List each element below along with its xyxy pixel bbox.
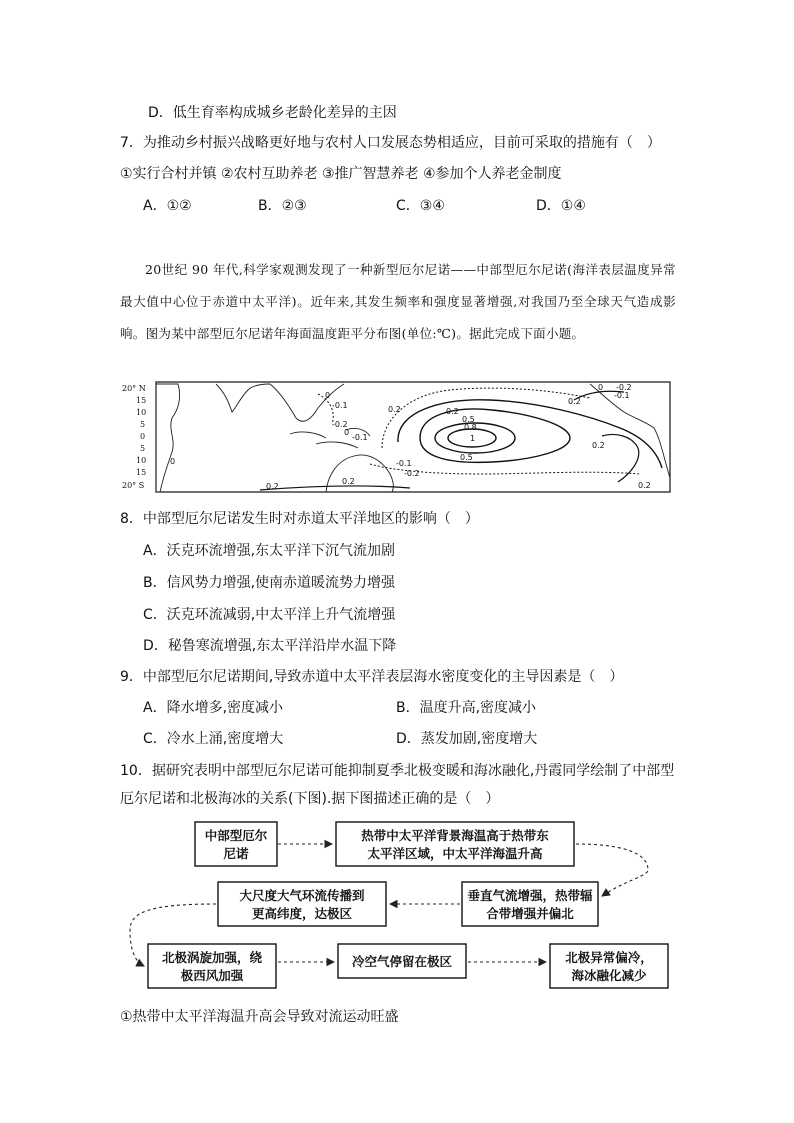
q7-option-d: D．①④ <box>536 198 586 214</box>
contour-label: -0.1 <box>332 401 348 410</box>
q8-option-c: C．沃克环流减弱,中太平洋上升气流增强 <box>143 607 396 623</box>
lat-label: 15 <box>136 468 147 477</box>
q9-option-d: D．蒸发加剧,密度增大 <box>396 731 538 747</box>
contour-label: 0.2 <box>266 482 279 491</box>
contour-label: 0.2 <box>446 407 459 416</box>
contour-label: 0 <box>325 391 331 400</box>
flow-box-7-text: 海冰融化减少 <box>571 968 647 983</box>
q7-option-a: A．①② <box>143 198 192 214</box>
q7-stem: 7．为推动乡村振兴战略更好地与农村人口发展态势相适应，目前可采取的措施有（ ） <box>120 135 661 151</box>
lat-label: 10 <box>136 408 147 417</box>
flow-box-4-text: 大尺度大气环流传播到 <box>239 888 365 903</box>
contour-label: 0.5 <box>462 415 475 424</box>
contour-label: 0 <box>170 457 176 466</box>
reading-passage: 20世纪 90 年代,科学家观测发现了一种新型厄尔尼诺——中部型厄尔尼诺(海洋表层温度异常最大值中心位于赤道中太平洋)。近年来,其发生频率和强度显著增强,对我国乃至全球天气造成影响。图为某中部型厄尔尼诺年海面温度距平分布图(单位:℃)。据此完成下面小题。 <box>120 262 676 341</box>
contour-label: 0.2 <box>342 477 355 486</box>
contour-label: -0.2 <box>404 469 420 478</box>
flow-box-1-text: 尼诺 <box>223 846 249 861</box>
flow-box-7-text: 北极异常偏冷， <box>565 950 653 965</box>
q8-option-d: D．秘鲁寒流增强,东太平洋沿岸水温下降 <box>143 638 397 654</box>
q9-stem: 9．中部型厄尔尼诺期间,导致赤道中太平洋表层海水密度变化的主导因素是（ ） <box>120 669 624 685</box>
q10-stem-line1: 10．据研究表明中部型厄尔尼诺可能抑制夏季北极变暖和海冰融化,丹霞同学绘制了中部型 <box>120 763 675 779</box>
flow-box-3-text: 合带增强并偏北 <box>486 906 574 921</box>
contour-label: -0.1 <box>614 391 630 400</box>
q6-option-d: D．低生育率构成城乡老龄化差异的主因 <box>148 105 397 121</box>
sst-anomaly-map <box>120 378 672 496</box>
flow-box-2-text: 热带中太平洋背景海温高于热带东 <box>361 828 549 843</box>
lat-label: 10 <box>136 456 147 465</box>
contour-label: 0.2 <box>592 441 605 450</box>
lat-label: 0 <box>140 432 146 441</box>
lat-label: 5 <box>140 444 146 453</box>
lat-label: 20° S <box>122 481 145 490</box>
q9-option-c: C．冷水上涌,密度增大 <box>143 731 284 747</box>
contour-label: -0.1 <box>352 433 368 442</box>
flow-box-1-text: 中部型厄尔 <box>204 828 268 843</box>
q8-stem: 8．中部型厄尔尼诺发生时对赤道太平洋地区的影响（ ） <box>120 511 479 527</box>
q8-option-b: B．信风势力增强,使南赤道暖流势力增强 <box>143 575 396 591</box>
lat-label: 5 <box>140 420 146 429</box>
contour-label: 0.8 <box>464 423 477 432</box>
contour-label: 0.2 <box>638 481 651 490</box>
q10-stem-line2: 厄尔尼诺和北极海冰的关系(下图).据下图描述正确的是（ ） <box>120 791 500 807</box>
lat-label: 20° N <box>122 384 146 393</box>
contour-label: 0.2 <box>568 397 581 406</box>
flow-box-6-text: 冷空气停留在极区 <box>351 954 453 969</box>
contour-label: -0.2 <box>332 420 348 429</box>
contour-label: 0 <box>344 428 350 437</box>
q10-flowchart <box>120 812 680 1002</box>
contour-label: -0.2 <box>616 383 632 392</box>
flow-box-3-text: 垂直气流增强，热带辐 <box>467 888 593 903</box>
flow-box-4-text: 更高纬度，达极区 <box>251 906 353 921</box>
flow-box-5-text: 极西风加强 <box>180 968 244 983</box>
q9-option-a: A．降水增多,密度减小 <box>143 700 284 716</box>
contour-label: 0.5 <box>460 453 473 462</box>
flow-box-2-text: 太平洋区域，中太平洋海温升高 <box>367 846 543 861</box>
q8-option-a: A．沃克环流增强,东太平洋下沉气流加剧 <box>143 543 396 559</box>
contour-label: 0.2 <box>388 405 401 414</box>
lat-label: 15 <box>136 396 147 405</box>
contour-label: 1 <box>470 434 476 443</box>
q7-items: ①实行合村并镇 ②农村互助养老 ③推广智慧养老 ④参加个人养老金制度 <box>120 166 562 182</box>
contour-label: 0 <box>598 383 604 392</box>
flow-box-5-text: 北极涡旋加强，绕 <box>161 950 263 965</box>
q7-option-c: C．③④ <box>396 198 445 214</box>
contour-label: -0.1 <box>396 459 412 468</box>
q9-option-b: B．温度升高,密度减小 <box>396 700 537 716</box>
q10-statement-1: ①热带中太平洋海温升高会导致对流运动旺盛 <box>120 1009 399 1025</box>
q7-option-b: B．②③ <box>258 198 307 214</box>
